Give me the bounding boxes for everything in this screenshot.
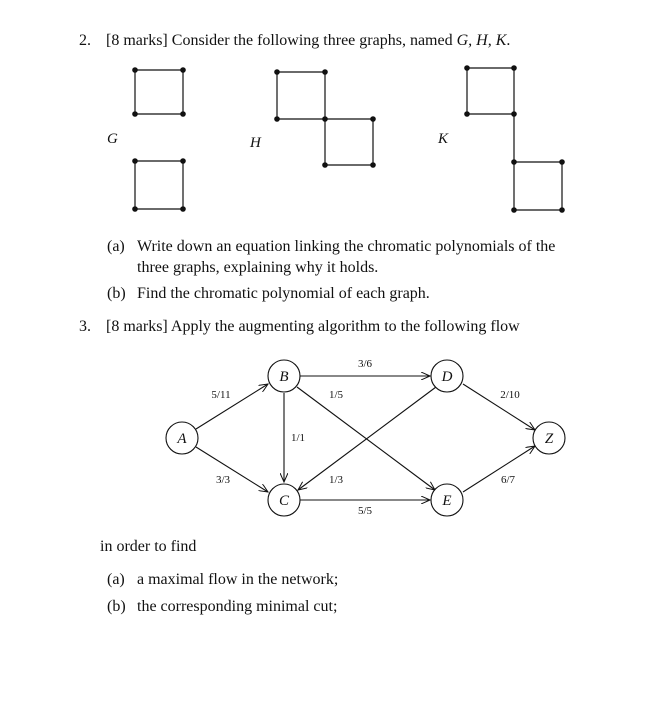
q2-graph-names: G, H, K: [456, 32, 507, 49]
q2-marks: [8 marks]: [106, 32, 168, 49]
node-label-e: E: [442, 493, 452, 509]
edge-label-a-b: 5/11: [211, 389, 231, 401]
q2-part-b-text: Find the chromatic polynomial of each graph.: [137, 285, 430, 302]
q3-number: 3.: [79, 318, 91, 335]
q2-part-a-label: (a): [107, 238, 125, 255]
edge-label-a-c: 3/3: [215, 474, 231, 486]
node-label-b: B: [279, 369, 289, 385]
edge-a-c: [196, 447, 268, 492]
node-label-a: A: [177, 431, 187, 447]
edge-label-d-z: 2/10: [500, 389, 520, 401]
edge-label-d-c: 1/3: [328, 474, 344, 486]
q2-intro: Consider the following three graphs, named: [171, 32, 457, 49]
q3-part-b-label: (b): [107, 598, 126, 615]
edge-label-e-z: 6/7: [500, 474, 516, 486]
q3-marks: [8 marks]: [106, 318, 168, 335]
edge-d-c: [298, 387, 436, 490]
graph-label-k: K: [438, 131, 449, 147]
node-label-c: C: [278, 493, 290, 509]
edge-label-b-e: 1/5: [328, 389, 344, 401]
q2-part-a-line1: Write down an equation linking the chromatic polynomials of the: [137, 238, 556, 255]
q3-intro: Apply the augmenting algorithm to the following flow: [170, 318, 520, 335]
edge-b-e: [297, 387, 435, 490]
q3-after-text: in order to find: [100, 538, 197, 555]
edge-a-b: [196, 384, 268, 429]
q2-period: .: [506, 32, 511, 49]
edge-label-b-c: 1/1: [290, 432, 306, 444]
q3-part-a-text: a maximal flow in the network;: [137, 571, 339, 588]
node-label-z: Z: [544, 431, 554, 447]
q2-part-a-line2: three graphs, explaining why it holds.: [137, 259, 379, 276]
q3-part-a-label: (a): [107, 571, 125, 588]
edge-d-z: [463, 384, 535, 430]
edge-e-z: [463, 446, 535, 492]
q3-part-b-text: the corresponding minimal cut;: [137, 598, 338, 615]
edge-label-b-d: 3/6: [357, 358, 373, 370]
q2-number: 2.: [79, 32, 91, 49]
q2-part-b-label: (b): [107, 285, 126, 302]
graph-label-h: H: [250, 135, 261, 151]
edge-label-c-e: 5/5: [357, 505, 373, 517]
graph-label-g: G: [107, 131, 118, 147]
node-label-d: D: [441, 369, 453, 385]
